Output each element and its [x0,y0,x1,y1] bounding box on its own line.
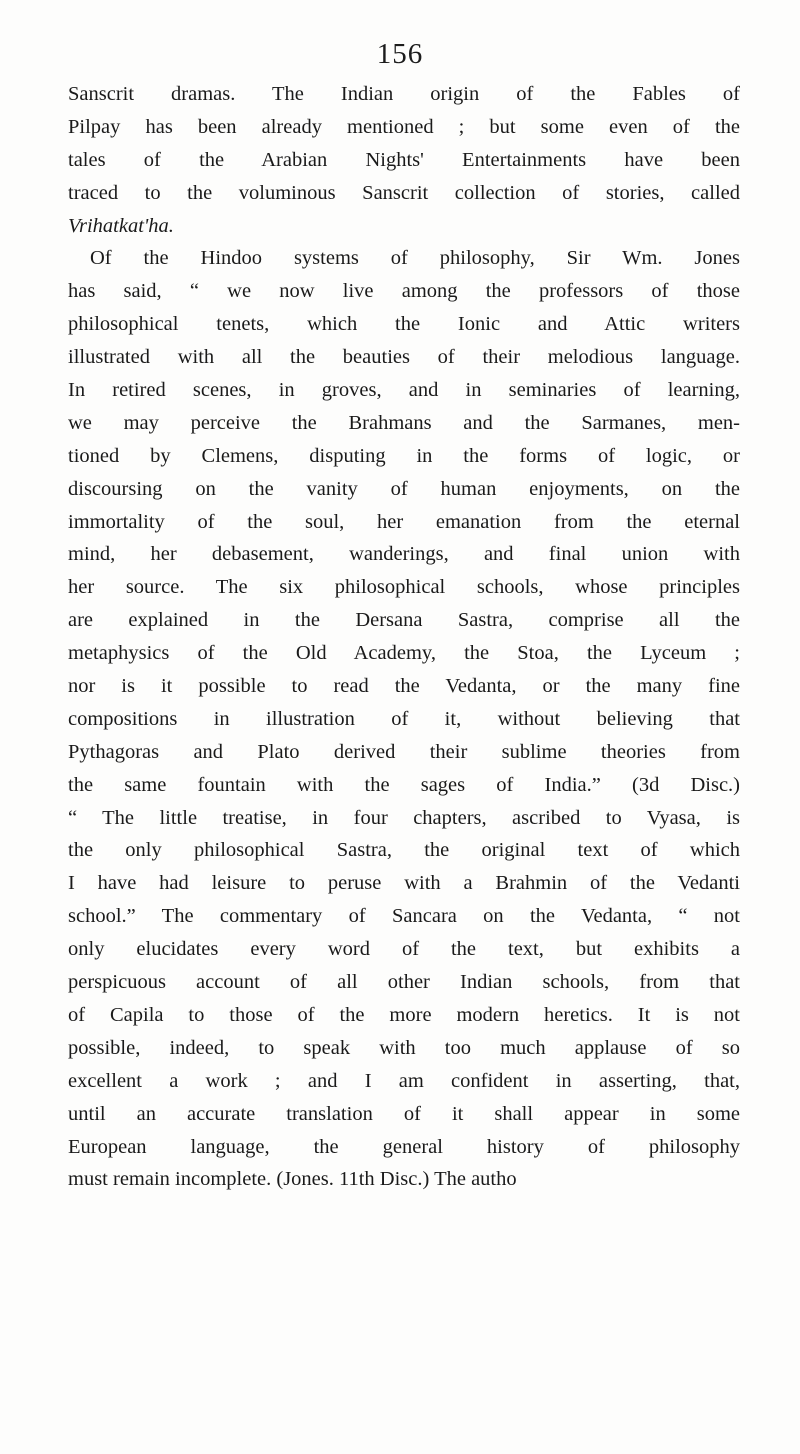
text-line: mind, her debasement, wanderings, and final union with [68,543,740,566]
text-line: metaphysics of the Old Academy, the Stoa, the Lyceum ; [68,642,740,665]
text-line: Pythagoras and Plato derived their sublime theories from [68,740,740,763]
body-text [68,78,740,1196]
text-line: discoursing on the vanity of human enjoyments, on the [68,477,740,500]
paragraph-start-line: Of the Hindoo systems of philosophy, Sir Wm. Jones [90,247,740,270]
text-line: European language, the general history of philosophy [68,1135,740,1158]
text-line: tioned by Clemens, disputing in the forms of logic, or [68,444,740,467]
text-line: of Capila to those of the more modern heretics. It is not [68,1003,740,1026]
text-line: immortality of the soul, her emanation from the eternal [68,510,740,533]
text-line: tales of the Arabian Nights' Entertainments have been [68,148,740,171]
text-line: possible, indeed, to speak with too much applause of so [68,1036,740,1059]
text-line: the only philosophical Sastra, the original text of which [68,839,740,862]
text-line: Pilpay has been already mentioned ; but some even of the [68,115,740,138]
text-line: traced to the voluminous Sanscrit collection of stories, called [68,181,740,204]
text-line: her source. The six philosophical schools, whose principles [68,576,740,599]
text-line: excellent a work ; and I am confident in asserting, that, [68,1069,740,1092]
text-line: school.” The commentary of Sancara on the Vedanta, “ not [68,905,740,928]
text-line-final: must remain incomplete. (Jones. 11th Disc.) The autho [68,1168,517,1191]
text-line: I have had leisure to peruse with a Brahmin of the Vedanti [68,872,740,895]
text-line: perspicuous account of all other Indian schools, from that [68,971,740,994]
text-line: are explained in the Dersana Sastra, comprise all the [68,609,740,632]
text-line: nor is it possible to read the Vedanta, or the many fine [68,675,740,698]
text-line: philosophical tenets, which the Ionic and Attic writers [68,313,740,336]
text-line: “ The little treatise, in four chapters, ascribed to Vyasa, is [68,806,740,829]
text-line-italic-title: Vrihatkat'ha. [68,214,174,237]
text-line: the same fountain with the sages of India.” (3d Disc.) [68,773,740,796]
text-line: illustrated with all the beauties of their melodious language. [68,346,740,369]
text-line: Sanscrit dramas. The Indian origin of the Fables of [68,83,740,105]
text-line: In retired scenes, in groves, and in seminaries of learning, [68,379,740,402]
text-line: compositions in illustration of it, without believing that [68,707,740,730]
text-line: until an accurate translation of it shall appear in some [68,1102,740,1125]
text-line: has said, “ we now live among the professors of those [68,280,740,303]
page-number: 156 [376,38,424,70]
text-line: we may perceive the Brahmans and the Sarmanes, men- [68,411,740,434]
text-line: only elucidates every word of the text, but exhibits a [68,938,740,961]
